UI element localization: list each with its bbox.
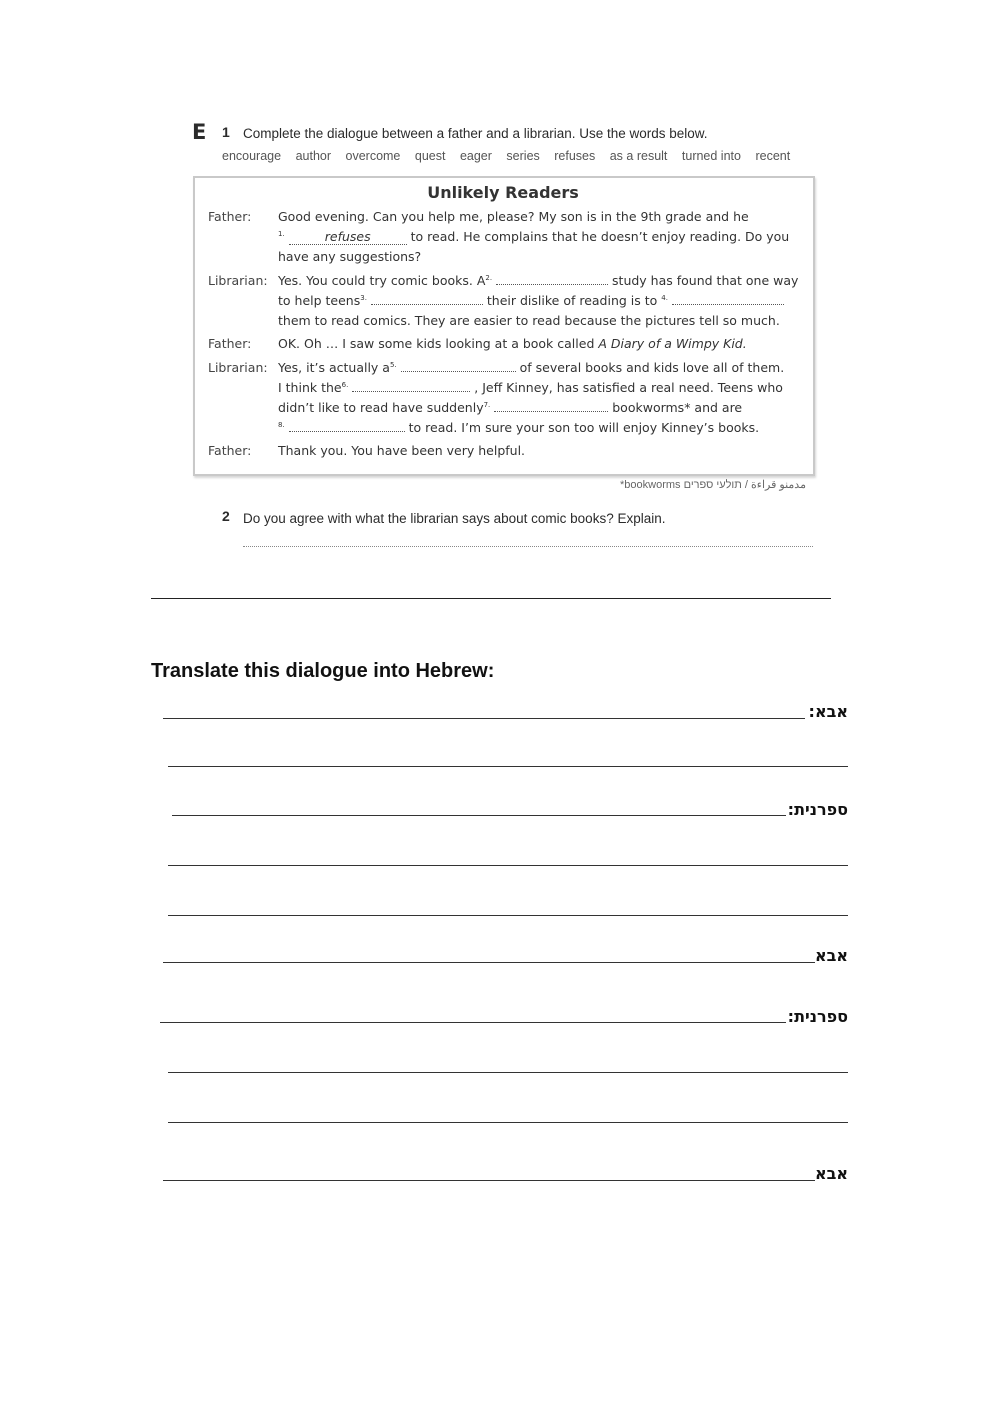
footnote: *bookworms مدمنو قراءة / תולעי ספרים xyxy=(620,479,806,491)
speaker-father: Father: xyxy=(208,443,252,458)
writing-line[interactable] xyxy=(163,1180,815,1181)
blank-number: 8. xyxy=(278,420,285,429)
word-bank-item: encourage xyxy=(222,149,282,163)
dialogue-title: Unlikely Readers xyxy=(427,183,579,202)
answer-blank-1: refuses xyxy=(289,229,407,245)
blank-number: 2. xyxy=(485,273,493,282)
book-title: A Diary of a Wimpy Kid. xyxy=(598,336,747,351)
question-2-number: 2 xyxy=(222,508,230,524)
dialogue-line: them to read comics. They are easier to read because the pictures tell so much. xyxy=(278,313,780,328)
dialogue-text: , Jeff Kinney, has satisfied a real need. Teens who xyxy=(474,380,783,395)
answer-blank-3[interactable] xyxy=(371,294,483,305)
dialogue-line xyxy=(278,360,784,375)
word-bank-item: series xyxy=(506,149,540,163)
word-bank-item: overcome xyxy=(345,149,401,163)
dialogue-line: Good evening. Can you help me, please? My son is in the 9th grade and he xyxy=(278,209,749,224)
dialogue-text: to read. I’m sure your son too will enjoy Kinney’s books. xyxy=(408,420,760,435)
question-2-answer-line[interactable] xyxy=(243,545,813,547)
answer-blank-4[interactable] xyxy=(672,294,784,305)
speaker-label-father: אבא xyxy=(814,1164,848,1183)
speaker-father: Father: xyxy=(208,336,252,351)
answer-blank-5[interactable] xyxy=(401,361,516,372)
word-bank-item: turned into xyxy=(681,149,741,163)
dialogue-text: their dislike of reading is to xyxy=(486,293,658,308)
dialogue-text: didn’t like to read have suddenly xyxy=(278,400,484,415)
blank-number: 6. xyxy=(341,380,349,389)
word-bank xyxy=(222,149,812,163)
dialogue-line xyxy=(278,229,789,245)
question-2-text: Do you agree with what the librarian says about comic books? Explain. xyxy=(243,511,666,526)
speaker-label-librarian: ספרנית: xyxy=(787,800,848,819)
blank-number: 1. xyxy=(278,229,285,238)
dialogue-line xyxy=(278,273,798,288)
translation-heading: Translate this dialogue into Hebrew: xyxy=(151,660,495,682)
word-bank-item: eager xyxy=(459,149,492,163)
word-bank-item: recent xyxy=(755,149,791,163)
dialogue-text: study has found that one way xyxy=(612,273,799,288)
dialogue-text: to read. He complains that he doesn’t enjoy reading. Do you xyxy=(410,229,790,244)
word-bank-item: as a result xyxy=(609,149,668,163)
writing-line[interactable] xyxy=(172,815,786,816)
answer-blank-7[interactable] xyxy=(494,401,608,412)
dialogue-line xyxy=(278,336,747,351)
answer-blank-2[interactable] xyxy=(496,274,608,285)
dialogue-line xyxy=(278,380,783,395)
word-bank-item: refuses xyxy=(554,149,596,163)
section-letter: E xyxy=(192,120,207,144)
dialogue-line: have any suggestions? xyxy=(278,249,422,264)
word-bank-item: quest xyxy=(414,149,446,163)
speaker-label-father: אבא xyxy=(814,946,848,965)
dialogue-text: Yes, it’s actually a xyxy=(278,360,390,375)
speaker-librarian: Librarian: xyxy=(208,273,268,288)
blank-number: 4. xyxy=(661,293,668,302)
writing-line[interactable] xyxy=(160,1022,786,1023)
speaker-label-librarian: ספרנית: xyxy=(787,1007,848,1026)
writing-line[interactable] xyxy=(168,865,848,866)
dialogue-line: Thank you. You have been very helpful. xyxy=(278,443,526,458)
question-1-instruction: Complete the dialogue between a father and a librarian. Use the words below. xyxy=(243,126,708,141)
blank-number: 7. xyxy=(483,400,491,409)
dialogue-text: I think the xyxy=(278,380,342,395)
blank-number: 5. xyxy=(389,360,397,369)
dialogue-line xyxy=(278,293,784,308)
dialogue-text: of several books and kids love all of them. xyxy=(519,360,785,375)
writing-line[interactable] xyxy=(163,962,815,963)
speaker-librarian: Librarian: xyxy=(208,360,268,375)
dialogue-line xyxy=(278,420,759,435)
answer-blank-8[interactable] xyxy=(289,421,405,432)
word-bank-item: author xyxy=(295,149,332,163)
writing-line[interactable] xyxy=(168,915,848,916)
speaker-label-father: אבא: xyxy=(808,702,848,721)
dialogue-text: Yes. You could try comic books. A xyxy=(278,273,486,288)
dialogue-line xyxy=(278,400,742,415)
writing-line[interactable] xyxy=(168,1072,848,1073)
writing-line[interactable] xyxy=(168,766,848,767)
blank-number: 3. xyxy=(360,293,367,302)
section-divider xyxy=(151,598,831,599)
dialogue-text: bookworms* and are xyxy=(612,400,743,415)
dialogue-text: to help teens xyxy=(278,293,361,308)
speaker-father: Father: xyxy=(208,209,252,224)
answer-blank-6[interactable] xyxy=(352,381,470,392)
writing-line[interactable] xyxy=(168,1122,848,1123)
dialogue-text: OK. Oh … I saw some kids looking at a book called xyxy=(278,336,595,351)
writing-line[interactable] xyxy=(163,718,805,719)
question-1-number: 1 xyxy=(222,124,230,140)
